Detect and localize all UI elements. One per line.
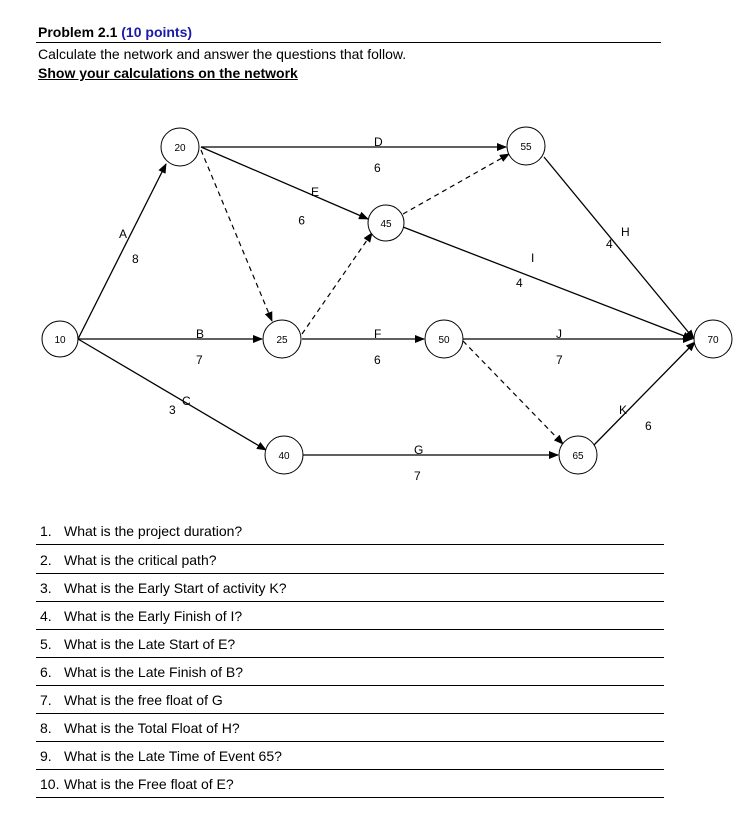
question-text: What is the project duration? bbox=[64, 523, 243, 539]
duration-c: 3 bbox=[169, 403, 176, 417]
question-number: 2. bbox=[40, 552, 52, 568]
duration-k: 6 bbox=[645, 419, 652, 433]
node-45-label: 45 bbox=[380, 219, 392, 230]
question-text: What is the Late Time of Event 65? bbox=[64, 748, 282, 764]
question-text: What is the Late Start of E? bbox=[64, 636, 236, 652]
node-65 bbox=[559, 436, 597, 474]
dummy-50-65 bbox=[463, 341, 563, 444]
node-45 bbox=[368, 205, 404, 241]
question-number: 5. bbox=[40, 636, 52, 652]
question-row-4 bbox=[36, 603, 664, 630]
arrow-h bbox=[544, 157, 694, 339]
question-row-6 bbox=[36, 659, 664, 686]
problem-instruction: Show your calculations on the network bbox=[38, 65, 298, 81]
node-25-label: 25 bbox=[276, 335, 288, 346]
question-row-5 bbox=[36, 631, 664, 658]
question-row-10 bbox=[36, 771, 664, 798]
duration-e: 9 bbox=[298, 213, 305, 227]
duration-d: 6 bbox=[374, 161, 381, 175]
node-40 bbox=[265, 436, 303, 474]
question-text: What is the Early Start of activity K? bbox=[64, 580, 287, 596]
duration-i: 4 bbox=[516, 276, 523, 290]
problem-points: (10 points) bbox=[121, 24, 193, 40]
node-10 bbox=[42, 321, 78, 357]
question-number: 7. bbox=[40, 692, 52, 708]
node-20-label: 20 bbox=[174, 143, 186, 154]
node-55 bbox=[507, 127, 545, 165]
label-b: B bbox=[196, 327, 205, 341]
label-f: F bbox=[374, 327, 382, 341]
duration-f: 6 bbox=[374, 353, 381, 367]
label-e: E bbox=[311, 185, 320, 199]
duration-h: 4 bbox=[606, 237, 613, 251]
question-row-2 bbox=[36, 547, 664, 574]
node-55-label: 55 bbox=[520, 142, 532, 153]
node-25 bbox=[263, 320, 301, 358]
label-g: G bbox=[414, 443, 424, 457]
question-row-9 bbox=[36, 743, 664, 770]
question-row-1 bbox=[36, 518, 664, 545]
question-number: 10. bbox=[40, 776, 60, 792]
arrow-a bbox=[78, 164, 166, 339]
question-text: What is the Total Float of H? bbox=[64, 720, 240, 736]
problem-number: Problem 2.1 bbox=[38, 24, 118, 40]
question-number: 6. bbox=[40, 664, 52, 680]
question-text: What is the Free float of E? bbox=[64, 776, 234, 792]
question-number: 8. bbox=[40, 720, 52, 736]
question-text: What is the Early Finish of I? bbox=[64, 608, 243, 624]
problem-subtitle: Calculate the network and answer the questions that follow. bbox=[38, 46, 407, 62]
duration-g: 7 bbox=[414, 469, 421, 483]
duration-a: 8 bbox=[132, 252, 139, 266]
arrow-k bbox=[593, 342, 695, 446]
label-j: J bbox=[556, 327, 562, 341]
node-50 bbox=[425, 320, 463, 358]
node-40-label: 40 bbox=[278, 451, 290, 462]
question-number: 4. bbox=[40, 608, 52, 624]
node-65-label: 65 bbox=[572, 451, 584, 462]
dummy-arrows bbox=[201, 150, 563, 444]
dummy-20-25 bbox=[201, 150, 272, 321]
dummy-25-45 bbox=[302, 233, 372, 334]
label-c: C bbox=[182, 394, 191, 408]
node-10-label: 10 bbox=[54, 335, 66, 346]
label-h: H bbox=[621, 225, 630, 239]
dummy-45-55 bbox=[403, 154, 509, 214]
duration-b: 7 bbox=[196, 353, 203, 367]
question-text: What is the free float of G bbox=[64, 692, 223, 708]
label-k: K bbox=[619, 403, 628, 417]
label-i: I bbox=[531, 251, 535, 265]
node-50-label: 50 bbox=[438, 335, 450, 346]
duration-j: 7 bbox=[556, 353, 563, 367]
arrow-e bbox=[201, 147, 368, 219]
question-row-8 bbox=[36, 715, 664, 742]
label-d: D bbox=[374, 135, 383, 149]
question-row-3 bbox=[36, 575, 664, 602]
question-number: 3. bbox=[40, 580, 52, 596]
label-a: A bbox=[119, 227, 128, 241]
arrow-c bbox=[78, 339, 266, 450]
question-row-7 bbox=[36, 687, 664, 714]
question-text: What is the critical path? bbox=[64, 552, 217, 568]
question-number: 1. bbox=[40, 523, 52, 539]
question-number: 9. bbox=[40, 748, 52, 764]
node-20 bbox=[161, 128, 199, 166]
node-70-label: 70 bbox=[707, 335, 719, 346]
node-70 bbox=[694, 320, 732, 358]
question-text: What is the Late Finish of B? bbox=[64, 664, 243, 680]
